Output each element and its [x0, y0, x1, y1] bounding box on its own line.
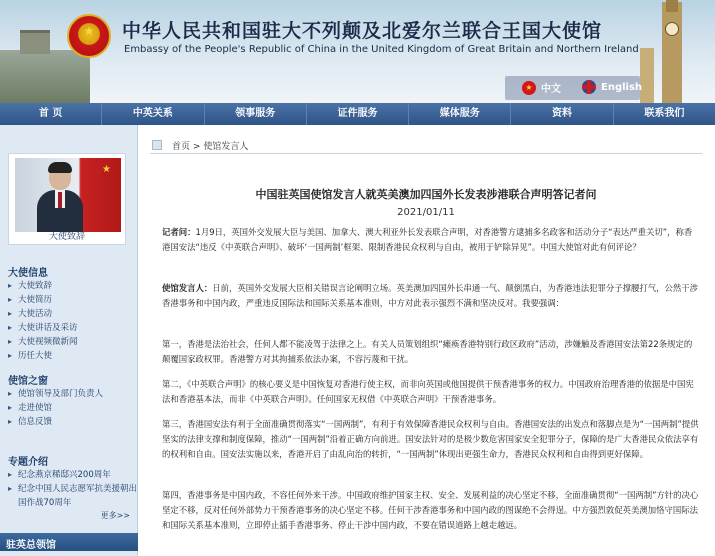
sidebar-item-visit-embassy[interactable]: ▸ 走进使馆 — [0, 401, 138, 415]
uk-flag-icon — [582, 80, 596, 94]
sidebar-section-embassy-window — [0, 369, 138, 429]
sidebar-item-feedback[interactable]: ▸ 信息反馈 — [0, 415, 138, 429]
lang-chinese-link[interactable] — [522, 80, 561, 95]
ambassador-card[interactable] — [8, 153, 126, 245]
nav-consular-services[interactable]: 领事服务 — [205, 103, 307, 125]
sidebar-heading: 大使信息 — [8, 268, 48, 279]
china-flag-icon: ★ — [522, 81, 536, 95]
sidebar-heading-consulates[interactable]: 驻英总领馆 — [0, 533, 138, 551]
sidebar-item-former-ambassadors[interactable]: ▸ 历任大使 — [0, 349, 138, 363]
breadcrumb-bar — [150, 136, 702, 154]
ambassador-speech-label: 大使致辞 — [48, 232, 85, 242]
ambassador-figure — [37, 160, 83, 232]
header-banner — [0, 0, 715, 103]
answer-label: 使馆发言人： — [162, 283, 213, 293]
sidebar-item-ambassador-resume[interactable]: ▸ 大使简历 — [0, 293, 138, 307]
sidebar-section-topics — [0, 450, 138, 521]
embassy-title-cn: 中华人民共和国驻大不列颠及北爱尔兰联合王国大使馆 — [122, 20, 603, 42]
breadcrumb-separator: > — [192, 142, 201, 152]
article-title: 中国驻英国使馆发言人就英美澳加四国外长发表涉港联合声明答记者问 — [255, 188, 597, 201]
sidebar-more-link[interactable]: 更多>> — [100, 511, 130, 520]
lang-chinese-label: 中文 — [541, 84, 561, 95]
national-emblem-icon: ★ — [67, 14, 111, 58]
article-paragraph-4: 第四，香港事务是中国内政，不容任何外来干涉。中国政府维护国家主权、安全、发展利益的决心坚定不移，全面准确贯彻“一国两制”方针的决心坚定不移，反对任何外部势力干预香港事务的决心坚定不移。任何干涉香港事务和中国内政的图谋绝不会得逞。中方强烈敦促英美澳加恪守国际法和国际关系基本准则，立即停止插手香港事务、停止干涉中国内政，不要在错误道路上越走越远。 — [162, 490, 699, 530]
lang-english-label: English — [601, 81, 643, 93]
flag-star-icon: ★ — [102, 164, 111, 175]
nav-documents-services[interactable]: 证件服务 — [307, 103, 409, 125]
answer-text: 日前，英国外交发展大臣相关错误言论阐明立场。英美澳加四国外长串通一气、颠倒黑白，为香港违法犯罪分子撑腰打气，公然干涉香港事务和中国内政，严重违反国际法和国际关系基本准则，中方对此表示强烈不满和坚决反对。我要强调： — [162, 283, 698, 308]
parliament-tower-image — [640, 48, 654, 103]
main-nav — [0, 103, 715, 125]
sidebar-item-ambassador-activities[interactable]: ▸ 大使活动 — [0, 307, 138, 321]
article-paragraph-1: 第一，香港是法治社会，任何人都不能凌驾于法律之上。有关人员策划组织“瘫痪香港特别行政区政府”活动，涉嫌触及香港国安法第22条规定的颠覆国家政权罪。香港警方对其拘捕系依法办案，不容污蔑和干扰。 — [162, 339, 693, 364]
question-label: 记者问： — [162, 227, 196, 237]
article-paragraph-3: 第三，香港国安法有利于全面准确贯彻落实“一国两制”，有利于有效保障香港民众权利与自由。香港国安法的出发点和落脚点是为“一国两制”提供坚实的法律支撑和制度保障，推动“一国两制”沿着正确方向前进。国安法针对的是极少数危害国家安全犯罪分子，保障的是广大香港民众依法享有的权利和自由。国安法实施以来，香港开启了由乱向治的转折，“一国两制”体现出更强生命力，香港民众权利和自由得到更好保障。 — [162, 419, 699, 459]
location-icon — [152, 140, 162, 150]
nav-media-services[interactable]: 媒体服务 — [409, 103, 511, 125]
nav-contact-us[interactable]: 联系我们 — [644, 108, 685, 119]
nav-china-uk-relations[interactable]: 中英关系 — [102, 103, 204, 125]
article-paragraph-2: 第二，《中英联合声明》的核心要义是中国恢复对香港行使主权，而非向英国或他国提供干预香港事务的权力。中国政府治理香港的依据是中国宪法和香港基本法，而非《中英联合声明》。任何国家无权借《中英联合声明》干预香港事务。 — [162, 379, 694, 404]
sidebar-section-ambassador-info — [0, 261, 138, 363]
big-ben-clock — [665, 22, 679, 36]
embassy-title-en: Embassy of the People's Republic of China in the United Kingdom of Great Britain and Northern Ireland — [124, 44, 639, 55]
sidebar-item-topic-2[interactable]: ▸ 纪念中国人民志愿军抗美援朝出国作战70周年 — [0, 482, 138, 510]
sidebar-item-topic-1[interactable]: ▸ 纪念燕京稀邸兴200周年 — [0, 468, 138, 482]
sidebar-item-embassy-leaders[interactable]: ▸ 使馆领导及部门负责人 — [0, 387, 138, 401]
sidebar-heading: 使馆之窗 — [8, 376, 48, 387]
article-date: 2021/01/11 — [397, 207, 455, 218]
sidebar-item-ambassador-videos[interactable]: ▸ 大使视频微新闻 — [0, 335, 138, 349]
lang-english-link[interactable] — [582, 80, 642, 94]
question-text: 1月9日，英国外交发展大臣与美国、加拿大、澳大利亚外长发表联合声明，对香港警方逮捕多名政客和活动分子“表达严重关切”，称香港国安法“违反《中英联合声明》、破坏‘一国两制’框架、限制香港民众权利与自由，被用于铲除异见”。中国大使馆对此有何评论？ — [162, 227, 693, 252]
sidebar-heading: 专题介绍 — [8, 457, 48, 468]
sidebar — [0, 125, 138, 556]
great-wall-tower — [20, 30, 50, 54]
article-answer-intro — [162, 281, 700, 311]
great-wall-image — [0, 50, 90, 103]
article-question — [162, 225, 700, 255]
sidebar-item-ambassador-speech[interactable]: ▸ 大使致辞 — [0, 279, 138, 293]
nav-resources[interactable]: 资料 — [511, 103, 613, 125]
sidebar-section-consulates — [0, 533, 138, 551]
nav-home[interactable]: 首 页 — [0, 103, 102, 125]
breadcrumb-current[interactable]: 使馆发言人 — [203, 142, 249, 152]
big-ben-spire — [666, 0, 678, 12]
breadcrumb-home[interactable]: 首页 — [172, 142, 191, 152]
ambassador-photo — [15, 158, 121, 232]
breadcrumb — [172, 139, 248, 152]
big-ben-image — [662, 2, 682, 103]
sidebar-item-ambassador-interviews[interactable]: ▸ 大使讲话及采访 — [0, 321, 138, 335]
